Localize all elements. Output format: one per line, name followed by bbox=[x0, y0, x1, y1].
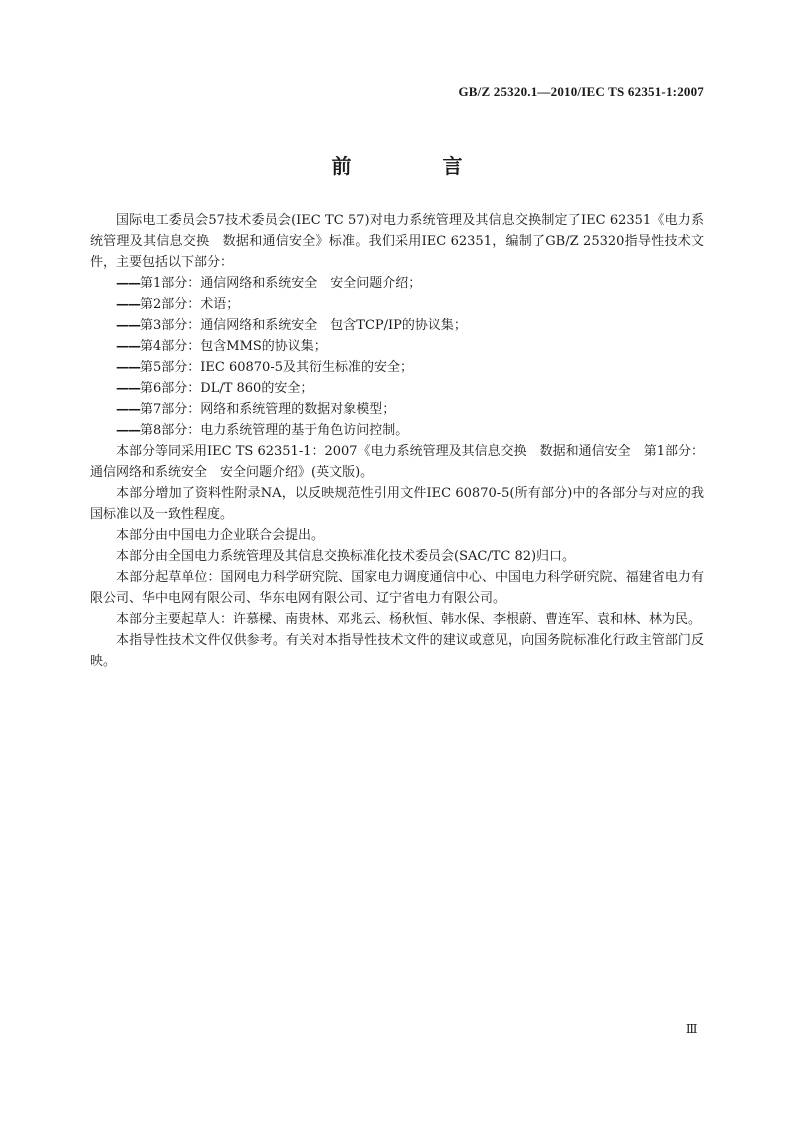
dash-marker: —— bbox=[116, 402, 140, 417]
list-item-text: 第8部分：电力系统管理的基于角色访问控制。 bbox=[140, 423, 409, 438]
list-item-text: 第7部分：网络和系统管理的数据对象模型； bbox=[140, 402, 396, 417]
drafters-paragraph: 本部分主要起草人：许慕樑、南贵林、邓兆云、杨秋恒、韩水保、李根蔚、曹连军、袁和林、林为民。 bbox=[116, 612, 702, 627]
intro-paragraph: 国际电工委员会57技术委员会(IEC TC 57)对电力系统管理及其信息交换制定了IEC 62351《电力系统管理及其信息交换 数据和通信安全》标准。我们采用IEC 62351，编制了GB/Z 25320指导性技术文件，主要包括以下部分： bbox=[90, 213, 704, 270]
dash-marker: —— bbox=[116, 318, 140, 333]
list-item bbox=[90, 399, 704, 420]
list-item bbox=[90, 315, 704, 336]
list-item bbox=[90, 294, 704, 315]
list-item-text: 第5部分：IEC 60870-5及其衍生标准的安全； bbox=[140, 360, 413, 375]
list-item bbox=[90, 336, 704, 357]
proposer-paragraph: 本部分由中国电力企业联合会提出。 bbox=[116, 528, 325, 543]
dash-marker: —— bbox=[116, 339, 140, 354]
document-body bbox=[90, 210, 704, 672]
list-item bbox=[90, 378, 704, 399]
list-item-text: 第4部分：包含MMS的协议集； bbox=[140, 339, 327, 354]
list-item-text: 第2部分：术语； bbox=[140, 297, 240, 312]
dash-marker: —— bbox=[116, 423, 140, 438]
dash-marker: —— bbox=[116, 360, 140, 375]
drafting-units-paragraph: 本部分起草单位：国网电力科学研究院、国家电力调度通信中心、中国电力科学研究院、福建省电力有限公司、华中电网有限公司、华东电网有限公司、辽宁省电力有限公司。 bbox=[90, 570, 704, 606]
reference-note-paragraph: 本指导性技术文件仅供参考。有关对本指导性技术文件的建议或意见，向国务院标准化行政主管部门反映。 bbox=[90, 633, 704, 669]
dash-marker: —— bbox=[116, 276, 140, 291]
list-item bbox=[90, 273, 704, 294]
list-item-text: 第1部分：通信网络和系统安全 安全问题介绍； bbox=[140, 276, 422, 291]
page-title: 前 言 bbox=[331, 154, 505, 178]
list-item-text: 第6部分：DL/T 860的安全； bbox=[140, 381, 314, 396]
annex-paragraph: 本部分增加了资料性附录NA，以反映规范性引用文件IEC 60870-5(所有部分)中的各部分与对应的我国标准以及一致性程度。 bbox=[90, 486, 704, 522]
committee-paragraph: 本部分由全国电力系统管理及其信息交换标准化技术委员会(SAC/TC 82)归口。 bbox=[116, 549, 576, 564]
standard-code: GB/Z 25320.1—2010/IEC TS 62351-1:2007 bbox=[458, 84, 704, 99]
list-item-text: 第3部分：通信网络和系统安全 包含TCP/IP的协议集； bbox=[140, 318, 467, 333]
adoption-paragraph: 本部分等同采用IEC TS 62351-1：2007《电力系统管理及其信息交换 数据和通信安全 第1部分：通信网络和系统安全 安全问题介绍》(英文版)。 bbox=[90, 444, 704, 480]
list-item bbox=[90, 357, 704, 378]
page-number: Ⅲ bbox=[685, 1022, 698, 1036]
dash-marker: —— bbox=[116, 297, 140, 312]
dash-marker: —— bbox=[116, 381, 140, 396]
list-item bbox=[90, 420, 704, 441]
